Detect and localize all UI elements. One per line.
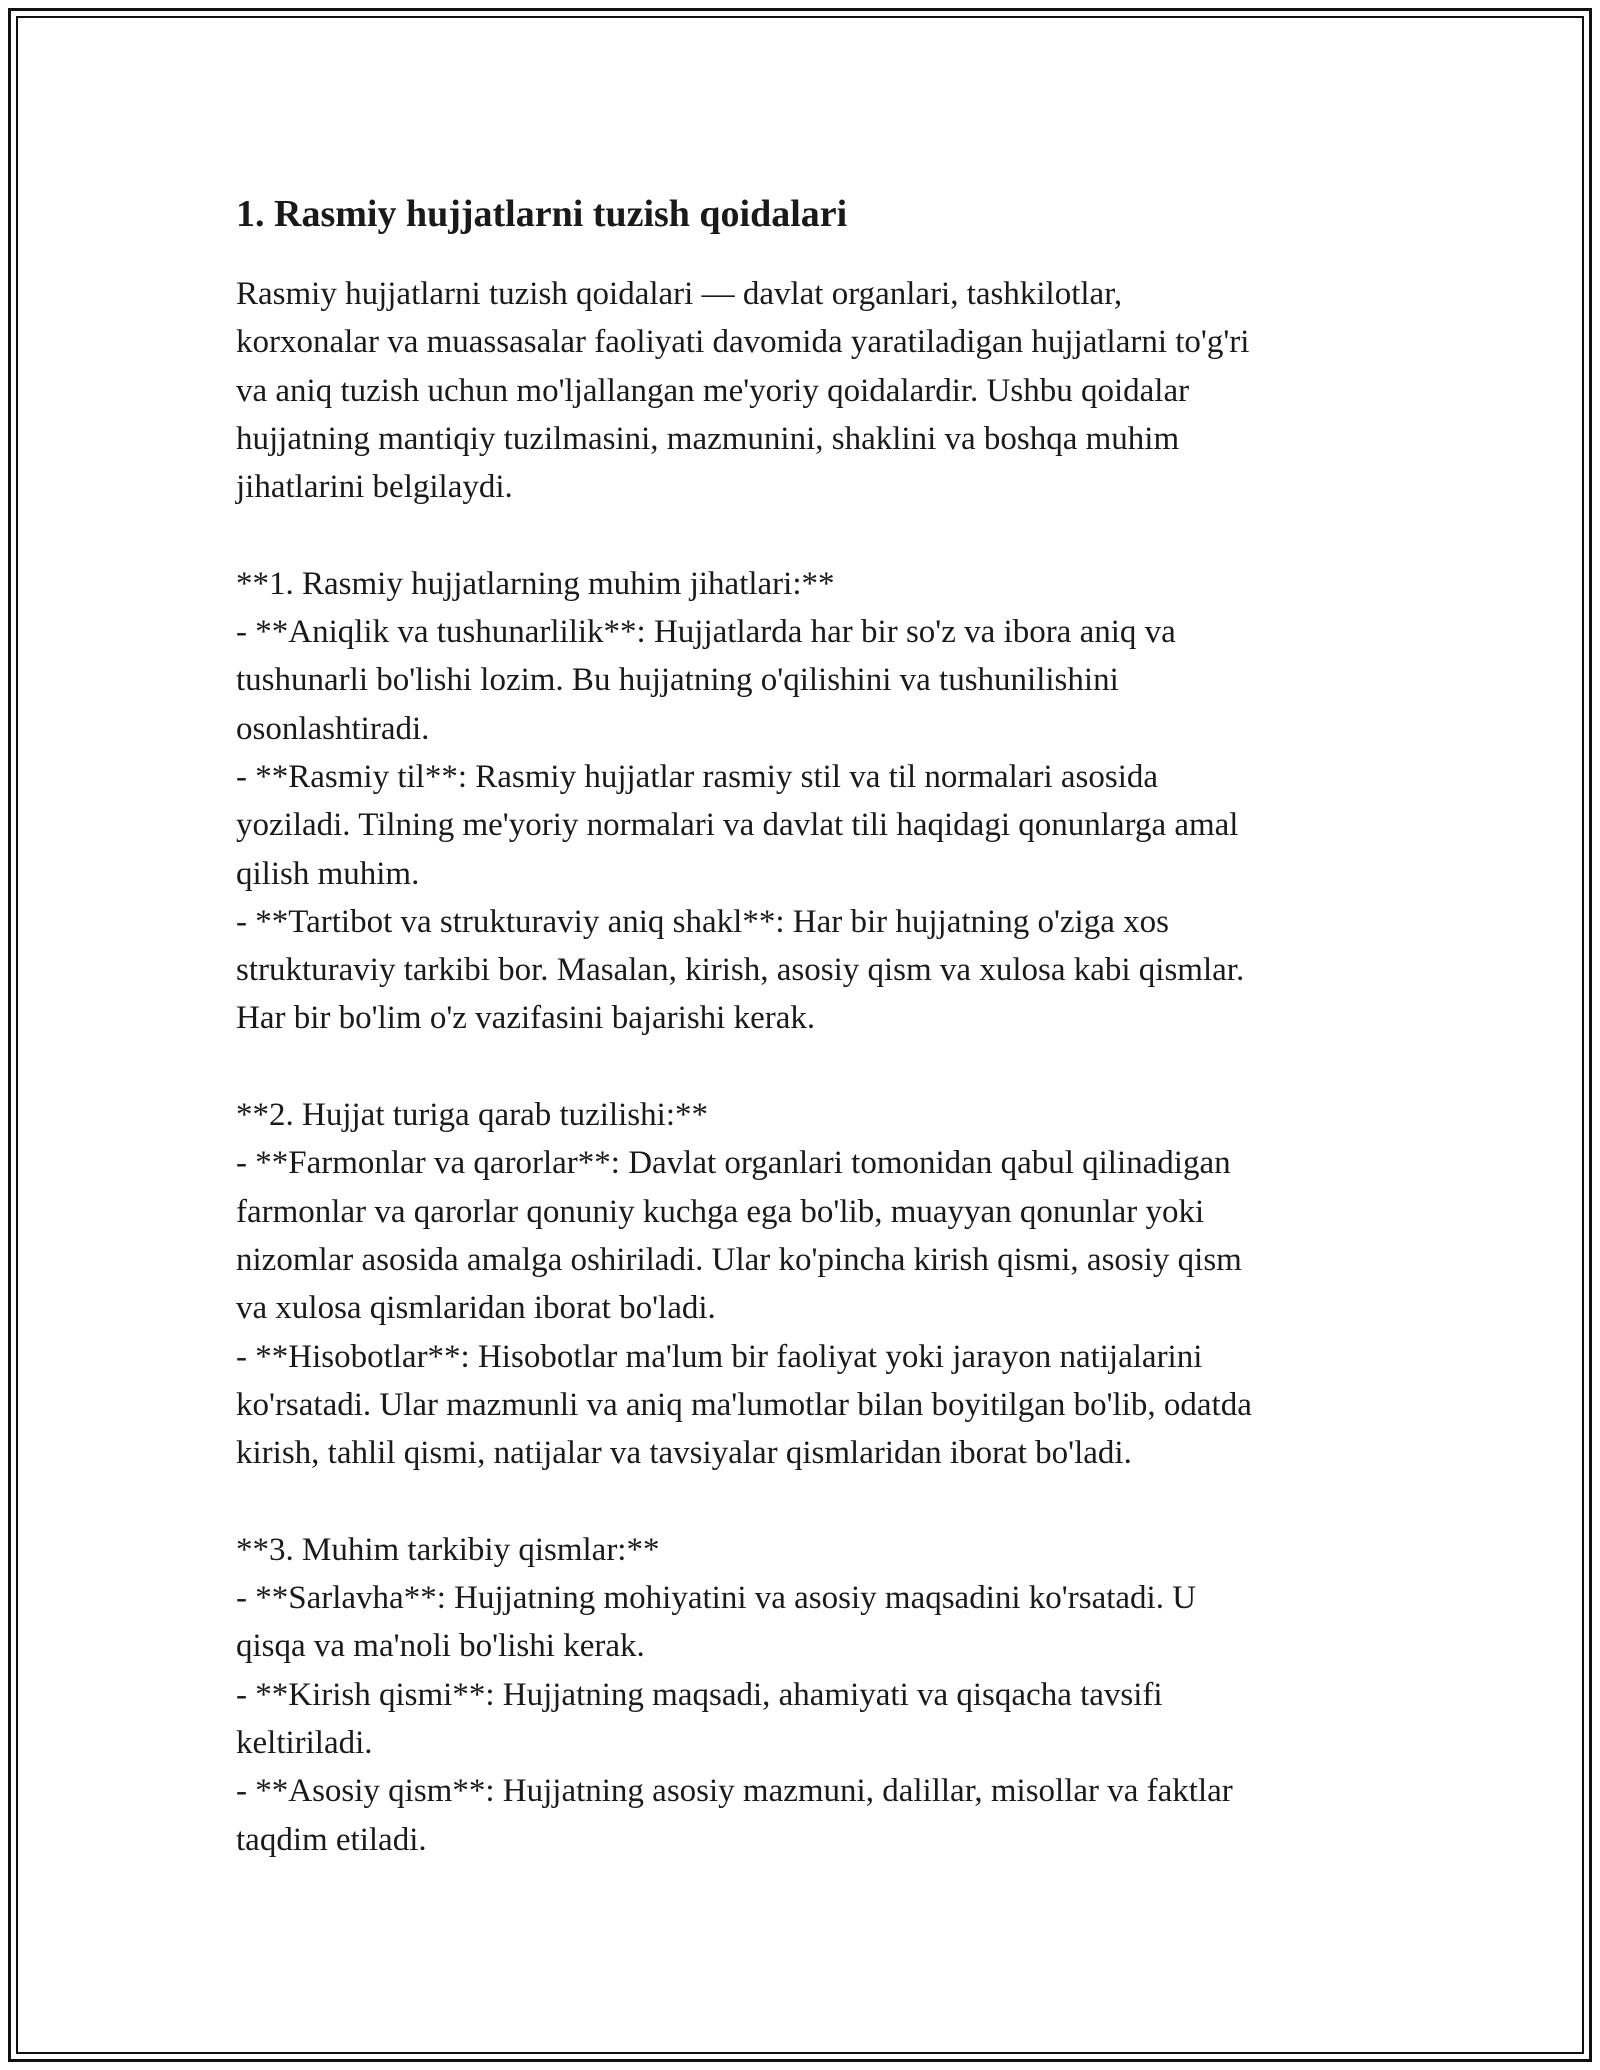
text-line: kirish, tahlil qismi, natijalar va tavsiyalar qismlaridan iborat bo'ladi. — [236, 1435, 1132, 1472]
document-title: 1. Rasmiy hujjatlarni tuzish qoidalari — [236, 193, 848, 235]
text-line: - **Hisobotlar**: Hisobotlar ma'lum bir faoliyat yoki jarayon natijalarini — [236, 1338, 1203, 1375]
section-important-aspects — [236, 560, 1396, 1043]
text-line: va aniq tuzish uchun mo'ljallangan me'yoriy qoidalardir. Ushbu qoidalar — [236, 372, 1190, 409]
text-line: va xulosa qismlaridan iborat bo'ladi. — [236, 1290, 716, 1327]
text-line: hujjatning mantiqiy tuzilmasini, mazmunini, shaklini va boshqa muhim — [236, 420, 1180, 457]
text-line: tushunarli bo'lishi lozim. Bu hujjatning o'qilishini va tushunilishini — [236, 662, 1119, 699]
text-line: taqdim etiladi. — [236, 1821, 427, 1858]
text-line: - **Kirish qismi**: Hujjatning maqsadi, ahamiyati va qisqacha tavsifi — [236, 1676, 1163, 1713]
section-heading: **1. Rasmiy hujjatlarning muhim jihatlari:** — [236, 565, 835, 602]
text-line: Rasmiy hujjatlarni tuzish qoidalari — davlat organlari, tashkilotlar, — [236, 276, 1123, 312]
text-line: jihatlarini belgilaydi. — [236, 469, 513, 506]
document-body — [236, 188, 1396, 1864]
paragraph-gap — [236, 511, 1396, 559]
section-heading: **2. Hujjat turiga qarab tuzilishi:** — [236, 1097, 708, 1134]
text-line: osonlashtiradi. — [236, 710, 430, 747]
section-heading: **3. Muhim tarkibiy qismlar:** — [236, 1531, 660, 1568]
text-line: - **Rasmiy til**: Rasmiy hujjatlar rasmiy stil va til normalari asosida — [236, 758, 1159, 795]
section-structural-parts — [236, 1526, 1396, 1864]
paragraph-gap — [236, 1043, 1396, 1091]
text-line: yoziladi. Tilning me'yoriy normalari va davlat tili haqidagi qonunlarga amal — [236, 807, 1239, 844]
text-line: strukturaviy tarkibi bor. Masalan, kirish, asosiy qism va xulosa kabi qismlar. — [236, 952, 1245, 989]
text-line: - **Farmonlar va qarorlar**: Davlat organlari tomonidan qabul qilinadigan — [236, 1145, 1231, 1182]
intro-paragraph — [236, 270, 1396, 511]
text-line: Har bir bo'lim o'z vazifasini bajarishi kerak. — [236, 1000, 816, 1037]
text-line: keltiriladi. — [236, 1724, 373, 1761]
text-line: ko'rsatadi. Ular mazmunli va aniq ma'lumotlar bilan boyitilgan bo'lib, odatda — [236, 1386, 1252, 1423]
section-document-types — [236, 1091, 1396, 1477]
text-line: korxonalar va muassasalar faoliyati davomida yaratiladigan hujjatlarni to'g'ri — [236, 324, 1250, 361]
text-line: - **Tartibot va strukturaviy aniq shakl**: Har bir hujjatning o'ziga xos — [236, 903, 1169, 940]
text-line: qisqa va ma'noli bo'lishi kerak. — [236, 1628, 645, 1665]
text-line: - **Aniqlik va tushunarlilik**: Hujjatlarda har bir so'z va ibora aniq va — [236, 614, 1176, 651]
text-line: - **Sarlavha**: Hujjatning mohiyatini va asosiy maqsadini ko'rsatadi. U — [236, 1580, 1197, 1617]
text-line: qilish muhim. — [236, 855, 420, 892]
text-line: nizomlar asosida amalga oshiriladi. Ular ko'pincha kirish qismi, asosiy qism — [236, 1241, 1242, 1278]
text-line: farmonlar va qarorlar qonuniy kuchga ega bo'lib, muayyan qonunlar yoki — [236, 1193, 1205, 1230]
text-line: - **Asosiy qism**: Hujjatning asosiy mazmuni, dalillar, misollar va faktlar — [236, 1773, 1233, 1810]
paragraph-gap — [236, 1477, 1396, 1525]
